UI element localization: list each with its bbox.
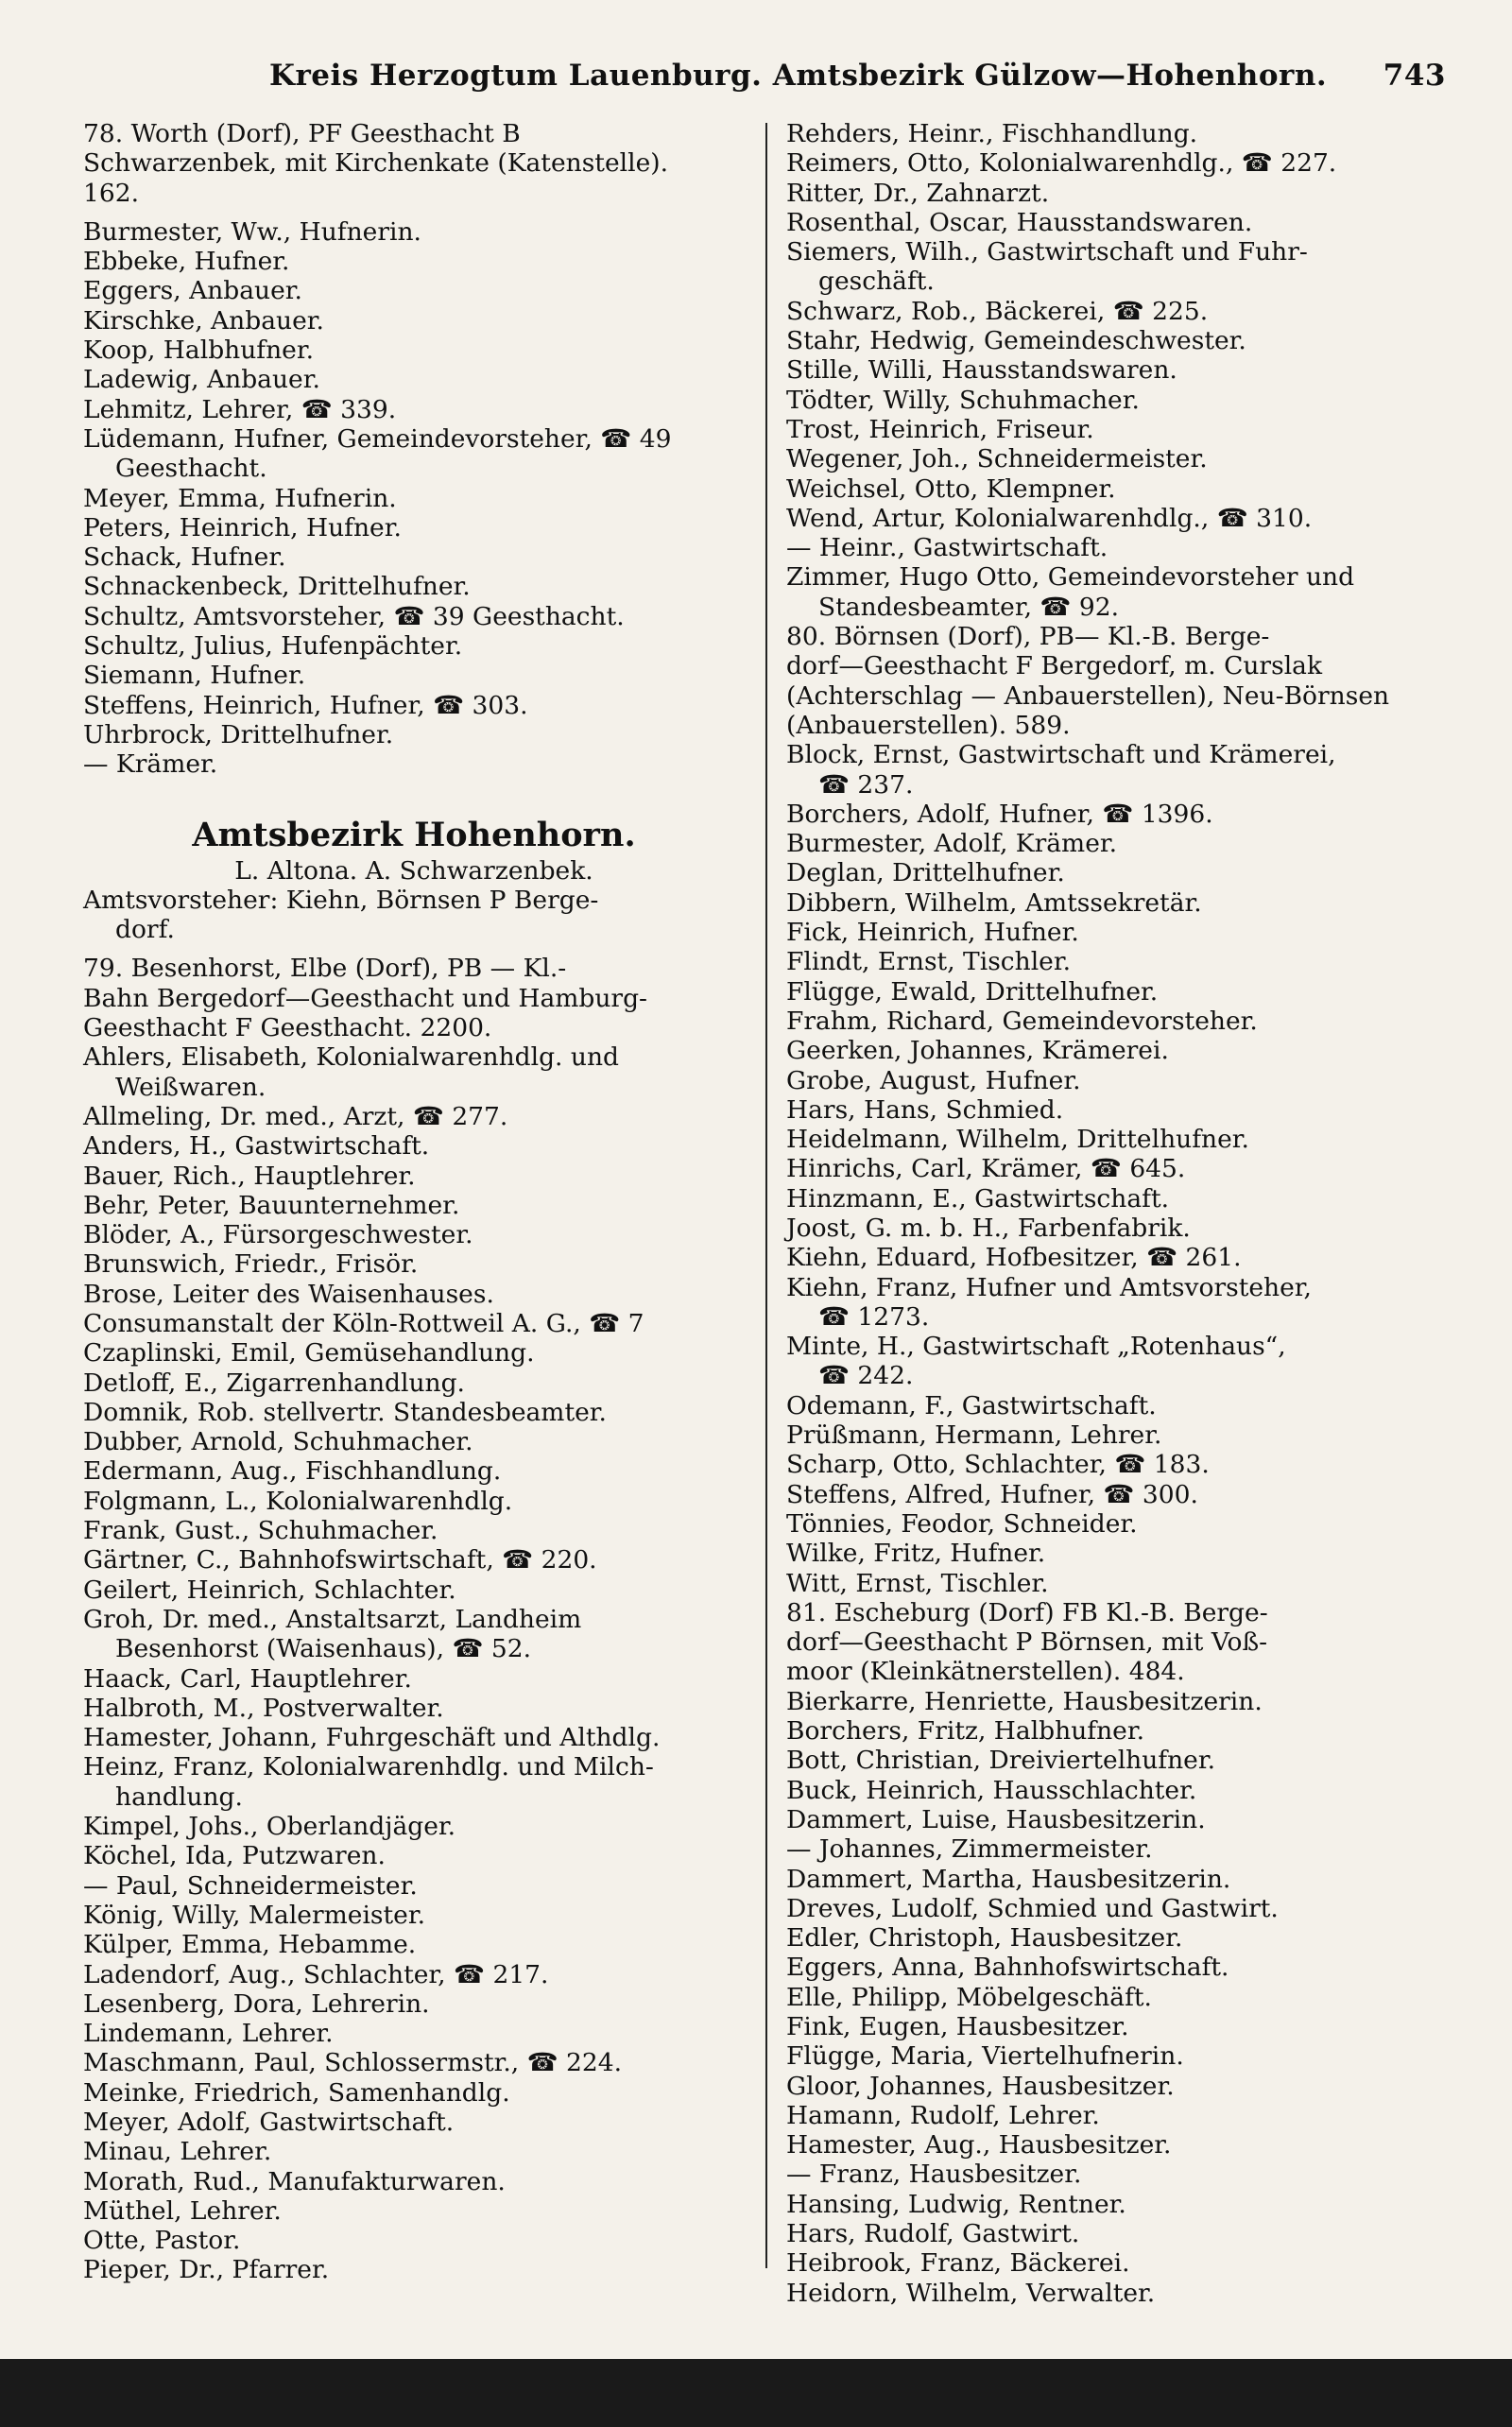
directory-entry: 162. [83, 178, 140, 208]
directory-entry: Dammert, Luise, Hausbesitzerin. [786, 1804, 1206, 1834]
spacer [83, 780, 745, 809]
directory-entry: Ladendorf, Aug., Schlachter, ☎ 217. [83, 1959, 549, 1989]
directory-entry: Morath, Rud., Manufakturwaren. [83, 2166, 506, 2196]
directory-entry: Eggers, Anbauer. [83, 276, 302, 306]
directory-entry: König, Willy, Malermeister. [83, 1900, 426, 1930]
directory-entry: Czaplinski, Emil, Gemüsehandlung. [83, 1338, 535, 1368]
directory-entry: Külper, Emma, Hebamme. [83, 1930, 417, 1960]
directory-entry: Frahm, Richard, Gemeindevorsteher. [786, 1006, 1258, 1036]
left-column [83, 119, 745, 2285]
directory-entry: Siemers, Wilh., Gastwirtschaft und Fuhr- [786, 237, 1308, 267]
directory-entry: Schwarz, Rob., Bäckerei, ☎ 225. [786, 296, 1209, 326]
directory-entry: Gärtner, C., Bahnhofswirtschaft, ☎ 220. [83, 1545, 597, 1575]
directory-entry: Pieper, Dr., Pfarrer. [83, 2255, 330, 2285]
directory-entry: Köchel, Ida, Putzwaren. [83, 1841, 386, 1871]
directory-entry: Siemann, Hufner. [83, 661, 306, 691]
directory-entry: Weichsel, Otto, Klempner. [786, 473, 1116, 504]
directory-entry: Allmeling, Dr. med., Arzt, ☎ 277. [83, 1101, 508, 1131]
directory-entry: Kimpel, Johs., Oberlandjäger. [83, 1812, 456, 1842]
directory-entry: Koop, Halbhufner. [83, 336, 315, 366]
directory-entry: Hinrichs, Carl, Krämer, ☎ 645. [786, 1154, 1186, 1184]
directory-entry: ☎ 242. [818, 1361, 914, 1391]
place-heading: 80. Börnsen (Dorf), PB— Kl.-B. Berge- [786, 622, 1270, 652]
directory-entry: Trost, Heinrich, Friseur. [786, 414, 1094, 444]
directory-entry: ☎ 1273. [818, 1301, 930, 1332]
directory-entry: Borchers, Adolf, Hufner, ☎ 1396. [786, 799, 1213, 829]
directory-entry: Geerken, Johannes, Krämerei. [786, 1036, 1169, 1066]
directory-entry: Maschmann, Paul, Schlossermstr., ☎ 224. [83, 2048, 623, 2078]
directory-entry: Müthel, Lehrer. [83, 2195, 282, 2226]
directory-entry: Hansing, Ludwig, Rentner. [786, 2189, 1126, 2219]
page-header [76, 59, 1446, 93]
directory-entry: handlung. [115, 1782, 243, 1812]
spacer [83, 208, 745, 217]
page-number: 743 [1383, 59, 1446, 93]
directory-entry: Besenhorst (Waisenhaus), ☎ 52. [115, 1634, 532, 1664]
place-heading: 78. Worth (Dorf), PF Geesthacht B [83, 119, 521, 148]
directory-entry: Dreves, Ludolf, Schmied und Gastwirt. [786, 1893, 1279, 1923]
directory-entry: — Heinr., Gastwirtschaft. [786, 533, 1108, 563]
directory-entry: Ritter, Dr., Zahnarzt. [786, 178, 1050, 208]
directory-entry: Dubber, Arnold, Schuhmacher. [83, 1427, 473, 1457]
directory-entry: Steffens, Heinrich, Hufner, ☎ 303. [83, 690, 528, 720]
directory-entry: Prüßmann, Hermann, Lehrer. [786, 1420, 1162, 1451]
directory-entry: Schultz, Julius, Hufenpächter. [83, 631, 463, 662]
directory-entry: Wegener, Joh., Schneidermeister. [786, 444, 1208, 474]
directory-entry: Heidorn, Wilhelm, Verwalter. [786, 2278, 1156, 2308]
directory-entry: Edler, Christoph, Hausbesitzer. [786, 1923, 1183, 1954]
directory-entry: ☎ 237. [818, 769, 914, 800]
directory-entry: Fick, Heinrich, Hufner. [786, 918, 1079, 948]
directory-entry: Lüdemann, Hufner, Gemeindevorsteher, ☎ 49 [83, 423, 672, 454]
directory-entry: Tönnies, Feodor, Schneider. [786, 1508, 1138, 1539]
directory-entry: Hamester, Aug., Hausbesitzer. [786, 2130, 1172, 2160]
place-heading: 81. Escheburg (Dorf) FB Kl.-B. Berge- [786, 1597, 1268, 1627]
directory-entry: Flügge, Maria, Viertelhufnerin. [786, 2041, 1184, 2072]
directory-entry: Dibbern, Wilhelm, Amtssekretär. [786, 887, 1202, 918]
directory-entry: Hinzmann, E., Gastwirtschaft. [786, 1183, 1170, 1214]
directory-entry: dorf—Geesthacht P Börnsen, mit Voß- [786, 1627, 1268, 1658]
directory-entry: — Franz, Hausbesitzer. [786, 2160, 1082, 2190]
directory-entry: Heidelmann, Wilhelm, Drittelhufner. [786, 1125, 1249, 1155]
directory-entry: Ladewig, Anbauer. [83, 365, 320, 395]
district-subheading: L. Altona. A. Schwarzenbek. [234, 855, 593, 886]
directory-entry: Steffens, Alfred, Hufner, ☎ 300. [786, 1479, 1198, 1509]
directory-entry: Flindt, Ernst, Tischler. [786, 947, 1072, 977]
directory-entry: Dammert, Martha, Hausbesitzerin. [786, 1864, 1231, 1894]
directory-entry: Otte, Pastor. [83, 2226, 241, 2256]
directory-entry: Schwarzenbek, mit Kirchenkate (Katenstelle). [83, 148, 669, 179]
directory-entry: Heibrook, Franz, Bäckerei. [786, 2248, 1130, 2279]
directory-entry: Scharp, Otto, Schlachter, ☎ 183. [786, 1450, 1210, 1480]
directory-entry: Flügge, Ewald, Drittelhufner. [786, 976, 1159, 1007]
directory-entry: Stahr, Hedwig, Gemeindeschwester. [786, 326, 1246, 356]
directory-entry: Rehders, Heinr., Fischhandlung. [786, 119, 1198, 148]
directory-entry: Tödter, Willy, Schuhmacher. [786, 385, 1140, 415]
directory-entry: Hamester, Johann, Fuhrgeschäft und Althdlg. [83, 1723, 661, 1753]
directory-entry: Kirschke, Anbauer. [83, 305, 324, 336]
directory-entry: Meinke, Friedrich, Samenhandlg. [83, 2077, 510, 2108]
directory-entry: dorf—Geesthacht F Bergedorf, m. Curslak [786, 651, 1323, 681]
directory-entry: Detloff, E., Zigarrenhandlung. [83, 1368, 465, 1398]
directory-entry: Minte, H., Gastwirtschaft „Rotenhaus“, [786, 1332, 1286, 1362]
place-heading: 79. Besenhorst, Elbe (Dorf), PB — Kl.- [83, 954, 567, 984]
directory-entry: Wilke, Fritz, Hufner. [786, 1539, 1046, 1569]
directory-entry: Amtsvorsteher: Kiehn, Börnsen P Berge- [83, 885, 599, 915]
directory-entry: Joost, G. m. b. H., Farbenfabrik. [786, 1213, 1191, 1243]
directory-entry: Uhrbrock, Drittelhufner. [83, 719, 394, 749]
directory-entry: Hars, Hans, Schmied. [786, 1094, 1064, 1125]
directory-entry: Wend, Artur, Kolonialwarenhdlg., ☎ 310. [786, 503, 1313, 533]
directory-entry: Geesthacht F Geesthacht. 2200. [83, 1013, 492, 1043]
directory-entry: Grobe, August, Hufner. [786, 1065, 1081, 1095]
directory-entry: Meyer, Adolf, Gastwirtschaft. [83, 2108, 455, 2137]
directory-entry: Standesbeamter, ☎ 92. [818, 592, 1119, 622]
directory-entry: Burmester, Ww., Hufnerin. [83, 216, 421, 247]
directory-entry: — Johannes, Zimmermeister. [786, 1834, 1153, 1865]
directory-entry: Meyer, Emma, Hufnerin. [83, 483, 397, 513]
directory-entry: Geesthacht. [115, 454, 267, 484]
directory-entry: Odemann, F., Gastwirtschaft. [786, 1390, 1157, 1420]
directory-entry: Geilert, Heinrich, Schlachter. [83, 1575, 456, 1605]
directory-entry: Groh, Dr. med., Anstaltsarzt, Landheim [83, 1604, 582, 1634]
directory-entry: Behr, Peter, Bauunternehmer. [83, 1190, 460, 1220]
directory-entry: Bierkarre, Henriette, Hausbesitzerin. [786, 1686, 1263, 1716]
directory-entry: Gloor, Johannes, Hausbesitzer. [786, 2071, 1175, 2101]
directory-entry: Rosenthal, Oscar, Hausstandswaren. [786, 207, 1253, 237]
directory-entry: Block, Ernst, Gastwirtschaft und Krämerei, [786, 740, 1336, 770]
directory-entry: Ebbeke, Hufner. [83, 247, 290, 277]
directory-entry: Lehmitz, Lehrer, ☎ 339. [83, 394, 397, 424]
directory-entry: Brose, Leiter des Waisenhauses. [83, 1279, 494, 1309]
spacer [83, 944, 745, 954]
directory-entry: Kiehn, Eduard, Hofbesitzer, ☎ 261. [786, 1243, 1242, 1273]
directory-entry: Deglan, Drittelhufner. [786, 858, 1065, 888]
directory-entry: Bott, Christian, Dreiviertelhufner. [786, 1746, 1216, 1776]
directory-entry: Elle, Philipp, Möbelgeschäft. [786, 1982, 1152, 2012]
directory-entry: Blöder, A., Fürsorgeschwester. [83, 1220, 473, 1250]
directory-entry: Burmester, Adolf, Krämer. [786, 829, 1118, 859]
directory-entry: Lesenberg, Dora, Lehrerin. [83, 1988, 430, 2019]
directory-entry: Schnackenbeck, Drittelhufner. [83, 572, 471, 602]
directory-entry: Hars, Rudolf, Gastwirt. [786, 2219, 1080, 2249]
directory-entry: Ahlers, Elisabeth, Kolonialwarenhdlg. und [83, 1042, 619, 1073]
right-column [786, 119, 1438, 2308]
directory-entry: Schultz, Amtsvorsteher, ☎ 39 Geesthacht. [83, 601, 625, 631]
directory-entry: Weißwaren. [115, 1072, 266, 1102]
directory-entry: — Paul, Schneidermeister. [83, 1870, 418, 1901]
directory-entry: Minau, Lehrer. [83, 2137, 272, 2167]
directory-entry: Peters, Heinrich, Hufner. [83, 512, 402, 542]
directory-entry: Halbroth, M., Postverwalter. [83, 1693, 444, 1723]
directory-entry: Buck, Heinrich, Hausschlachter. [786, 1775, 1197, 1805]
column-divider [765, 123, 767, 2268]
directory-entry: Folgmann, L., Kolonialwarenhdlg. [83, 1486, 513, 1516]
directory-entry: Brunswich, Friedr., Frisör. [83, 1249, 419, 1280]
directory-entry: Borchers, Fritz, Halbhufner. [786, 1716, 1145, 1747]
directory-entry: Consumanstalt der Köln-Rottweil A. G., ☎ 7 [83, 1308, 644, 1338]
directory-entry: Zimmer, Hugo Otto, Gemeindevorsteher und [786, 562, 1355, 593]
district-heading: Amtsbezirk Hohenhorn. [192, 815, 636, 854]
directory-entry: Hamann, Rudolf, Lehrer. [786, 2100, 1100, 2130]
directory-entry: Bauer, Rich., Hauptlehrer. [83, 1161, 416, 1191]
directory-entry: Witt, Ernst, Tischler. [786, 1568, 1049, 1598]
directory-entry: geschäft. [818, 267, 935, 297]
directory-entry: Frank, Gust., Schuhmacher. [83, 1516, 438, 1546]
directory-entry: Fink, Eugen, Hausbesitzer. [786, 2012, 1129, 2041]
directory-entry: Anders, H., Gastwirtschaft. [83, 1131, 430, 1162]
directory-entry: moor (Kleinkätnerstellen). 484. [786, 1657, 1185, 1687]
directory-entry: Bahn Bergedorf—Geesthacht und Hamburg- [83, 983, 648, 1013]
scan-margin [0, 2359, 1512, 2427]
directory-entry: Kiehn, Franz, Hufner und Amtsvorsteher, [786, 1272, 1312, 1302]
directory-entry: Reimers, Otto, Kolonialwarenhdlg., ☎ 227. [786, 148, 1337, 179]
directory-entry: Schack, Hufner. [83, 542, 286, 573]
directory-entry: (Achterschlag — Anbauerstellen), Neu-Börnsen [786, 680, 1390, 711]
running-title: Kreis Herzogtum Lauenburg. Amtsbezirk Gülzow—Hohenhorn. [269, 59, 1328, 93]
directory-entry: — Krämer. [83, 749, 218, 780]
directory-entry: Stille, Willi, Hausstandswaren. [786, 355, 1177, 386]
directory-entry: Lindemann, Lehrer. [83, 2019, 334, 2049]
directory-entry: Haack, Carl, Hauptlehrer. [83, 1663, 412, 1694]
directory-entry: Heinz, Franz, Kolonialwarenhdlg. und Milch- [83, 1752, 654, 1782]
directory-entry: Eggers, Anna, Bahnhofswirtschaft. [786, 1953, 1229, 1983]
directory-entry: dorf. [115, 915, 175, 945]
directory-entry: Domnik, Rob. stellvertr. Standesbeamter. [83, 1397, 607, 1427]
directory-entry: Edermann, Aug., Fischhandlung. [83, 1456, 502, 1487]
directory-entry: (Anbauerstellen). 589. [786, 710, 1071, 740]
